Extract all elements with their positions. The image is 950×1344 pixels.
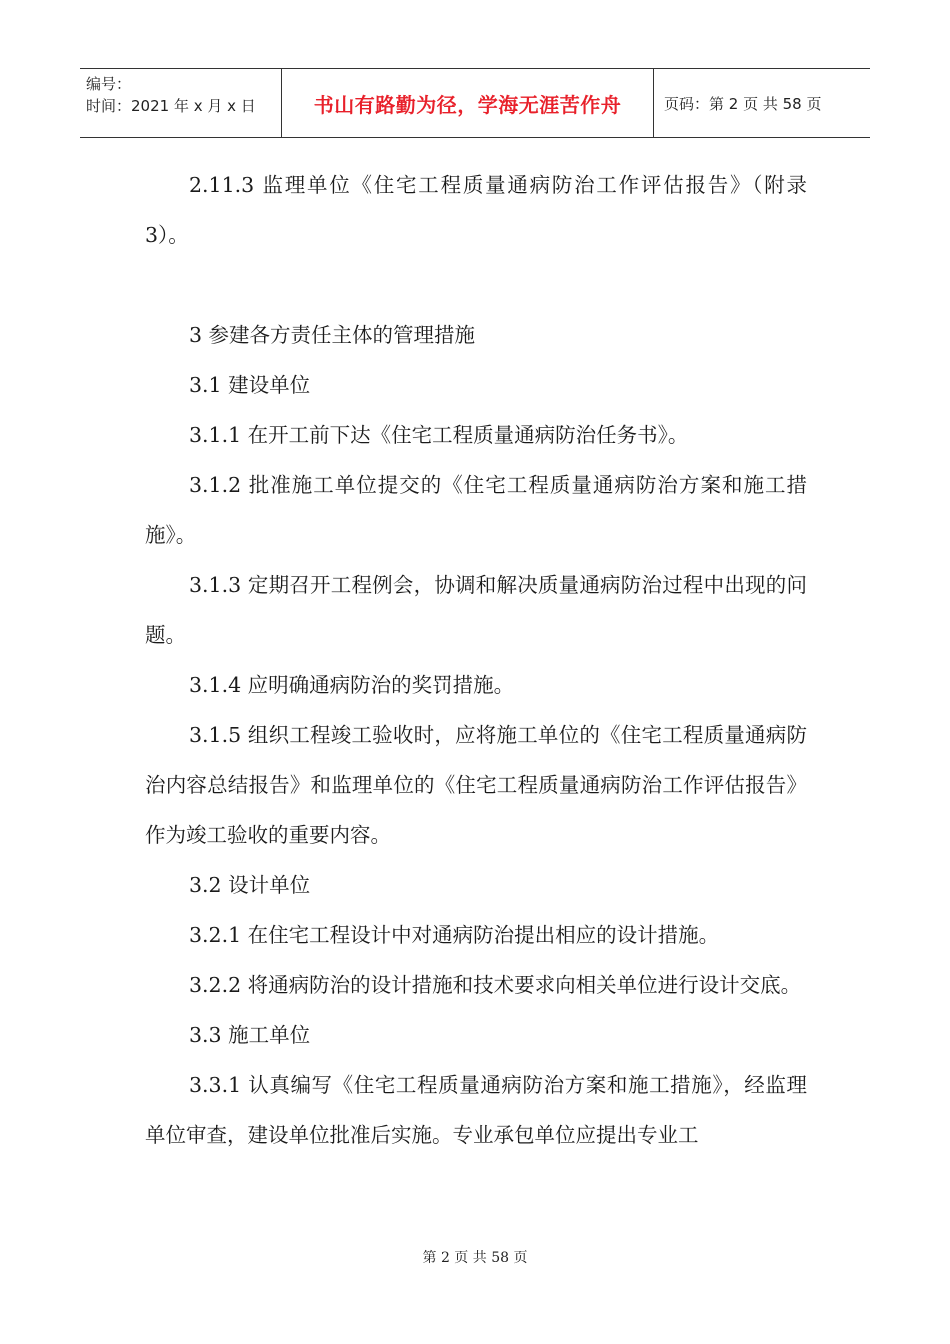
paragraph-3-1-1: 3.1.1 在开工前下达《住宅工程质量通病防治任务书》。 (189, 423, 689, 447)
paragraph-3-1-3: 3.1.3 定期召开工程例会，协调和解决质量通病防治过程中出现的问题。 (145, 573, 807, 647)
header-meta (80, 69, 282, 137)
paragraph-3-1-2: 3.1.2 批准施工单位提交的《住宅工程质量通病防治方案和施工措施》。 (145, 473, 807, 547)
section-heading-3-2: 3.2 设计单位 (189, 873, 311, 897)
paragraph-3-3-1: 3.3.1 认真编写《住宅工程质量通病防治方案和施工措施》，经监理单位审查，建设单位批准后实施。专业承包单位应提出专业工 (145, 1073, 807, 1147)
page-footer: 第 2 页 共 58 页 (422, 1250, 528, 1266)
header-motto: 书山有路勤为径，学海无涯苦作舟 (282, 69, 654, 137)
document-number-label: 编号： (86, 75, 132, 93)
paragraph-2-11-3: 2.11.3 监理单位《住宅工程质量通病防治工作评估报告》（附录 3）。 (145, 173, 807, 247)
section-heading-3: 3 参建各方责任主体的管理措施 (189, 323, 476, 347)
paragraph-3-1-5: 3.1.5 组织工程竣工验收时，应将施工单位的《住宅工程质量通病防治内容总结报告》和监理单位的《住宅工程质量通病防治工作评估报告》作为竣工验收的重要内容。 (145, 723, 807, 847)
paragraph-3-2-1: 3.2.1 在住宅工程设计中对通病防治提出相应的设计措施。 (189, 923, 720, 947)
paragraph-3-1-4: 3.1.4 应明确通病防治的奖罚措施。 (189, 673, 515, 697)
section-heading-3-1: 3.1 建设单位 (189, 373, 311, 397)
blank-line (145, 260, 807, 310)
document-date: 时间：2021 年 x 月 x 日 (86, 97, 256, 115)
page-header (80, 68, 870, 138)
section-heading-3-3: 3.3 施工单位 (189, 1023, 311, 1047)
header-page-info: 页码：第 2 页 共 58 页 (664, 94, 822, 113)
document-body (145, 160, 807, 1160)
paragraph-3-2-2: 3.2.2 将通病防治的设计措施和技术要求向相关单位进行设计交底。 (189, 973, 802, 997)
